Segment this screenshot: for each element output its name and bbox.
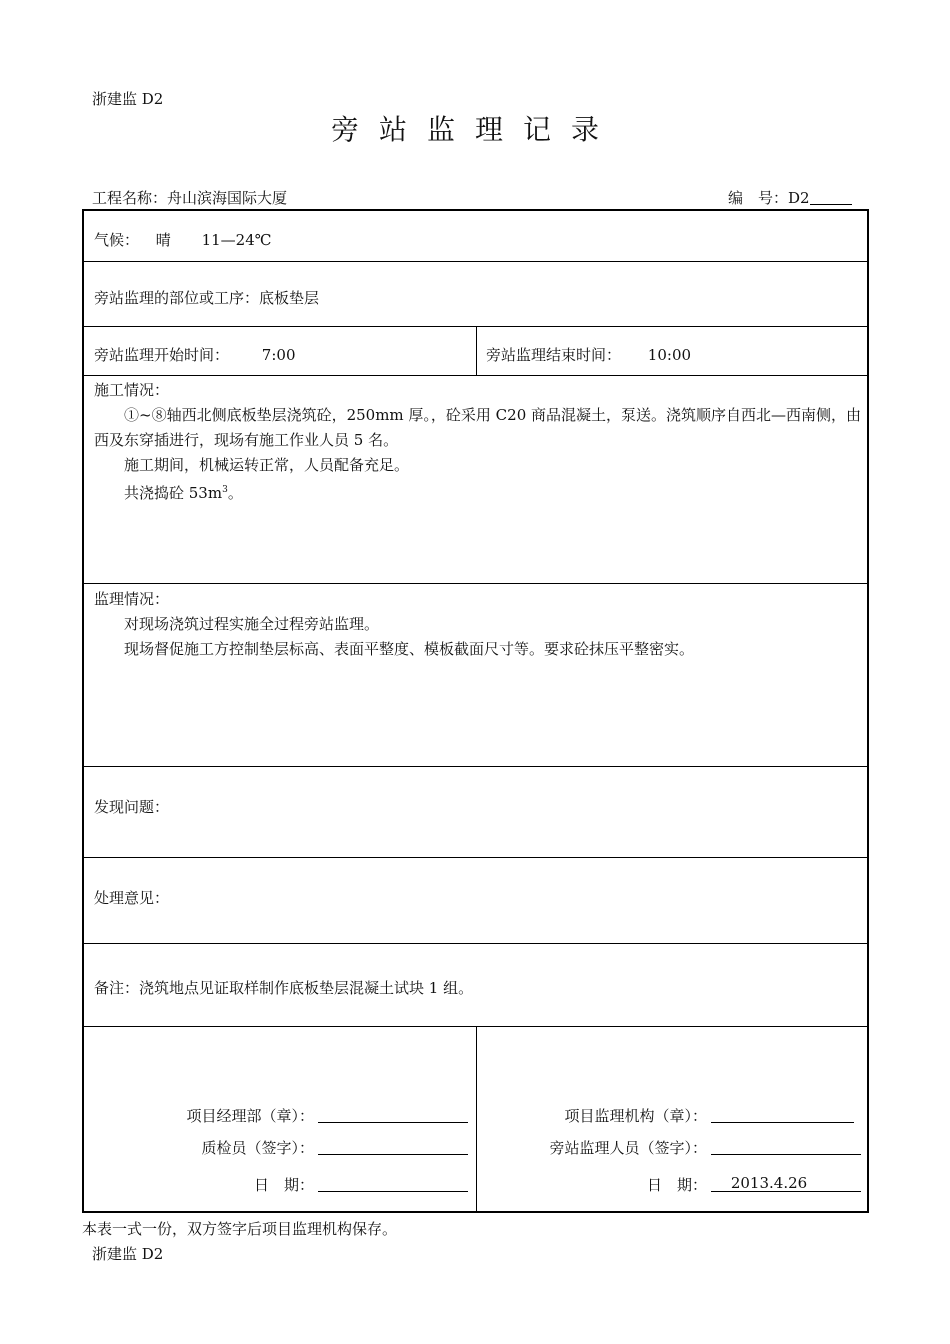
construction-volume: 共浇捣砼 53m — [124, 484, 223, 502]
pm-dept-seal-label: 项目经理部（章）： — [186, 1107, 314, 1125]
supervision-org-seal-line[interactable] — [711, 1104, 854, 1123]
divider — [84, 583, 867, 584]
right-date-value: 2013.4.26 — [730, 1174, 808, 1192]
pm-dept-seal-line[interactable] — [318, 1104, 468, 1123]
construction-para-3 — [94, 478, 864, 506]
construction-volume-suffix: 。 — [227, 484, 243, 502]
issues-label: 发现问题： — [94, 798, 170, 816]
project-name-label: 工程名称： — [92, 189, 168, 207]
inspector-signature-line[interactable] — [318, 1136, 468, 1155]
supervisor-signature-line[interactable] — [711, 1136, 861, 1155]
remarks-label: 备注： — [94, 979, 140, 997]
supervision-para-2: 现场督促施工方控制垫层标高、表面平整度、模板截面尺寸等。要求砼抹压平整密实。 — [124, 640, 695, 658]
volume-superscript: 3 — [222, 485, 228, 495]
form-code-bottom: 浙建监 D2 — [92, 1245, 164, 1263]
opinion-label: 处理意见： — [94, 889, 170, 907]
divider — [84, 857, 867, 858]
project-name-value: 舟山滨海国际大厦 — [167, 189, 288, 207]
location-row — [94, 287, 319, 308]
construction-label: 施工情况： — [94, 381, 170, 399]
start-time-value: 7:00 — [261, 346, 296, 364]
supervision-org-seal-label: 项目监理机构（章）： — [564, 1107, 707, 1125]
footer-note: 本表一式一份，双方签字后项目监理机构保存。 — [82, 1220, 398, 1238]
page-title: 旁站监理记录 — [330, 113, 619, 146]
inspector-signature-label: 质检员（签字）： — [201, 1139, 314, 1157]
weather-temperature: 11—24℃ — [201, 231, 272, 249]
location-value: 底板垫层 — [259, 289, 320, 307]
divider — [84, 261, 867, 262]
weather-label: 气候： — [94, 231, 140, 249]
remarks-value: 浇筑地点见证取样制作底板垫层混凝土试块 1 组。 — [139, 979, 474, 997]
divider — [84, 766, 867, 767]
weather-row — [94, 229, 272, 250]
supervision-para-1: 对现场浇筑过程实施全过程旁站监理。 — [124, 615, 380, 633]
divider — [84, 375, 867, 376]
serial-blank-line — [810, 188, 852, 205]
construction-para-1: ①~⑧轴西北侧底板垫层浇筑砼，250mm 厚。，砼采用 C20 商品混凝土，泵送。浇筑顺序自西北—西南侧，由西及东穿插进行，现场有施工作业人员 5 名。 — [94, 406, 862, 449]
left-date-label: 日 期： — [253, 1176, 314, 1194]
divider — [84, 943, 867, 944]
start-time-label: 旁站监理开始时间： — [94, 346, 230, 364]
supervisor-signature-label: 旁站监理人员（签字）： — [549, 1139, 707, 1157]
construction-section — [94, 378, 864, 506]
supervision-section — [94, 587, 864, 662]
right-date-label: 日 期： — [646, 1176, 707, 1194]
location-label: 旁站监理的部位或工序： — [94, 289, 260, 307]
left-date-line[interactable] — [318, 1173, 468, 1192]
start-time-row — [94, 344, 295, 365]
remarks-row — [94, 977, 473, 998]
record-table — [82, 209, 869, 1213]
weather-condition: 晴 — [155, 231, 171, 249]
construction-para-2: 施工期间，机械运转正常，人员配备充足。 — [124, 456, 410, 474]
end-time-label: 旁站监理结束时间： — [486, 346, 622, 364]
supervision-label: 监理情况： — [94, 590, 170, 608]
end-time-row — [486, 344, 691, 365]
end-time-value: 10:00 — [647, 346, 692, 364]
serial-value: D2 — [788, 189, 810, 207]
project-name — [92, 187, 287, 208]
form-code-top: 浙建监 D2 — [92, 90, 164, 108]
serial-number — [728, 187, 852, 208]
divider — [476, 326, 477, 376]
divider — [476, 1026, 477, 1213]
serial-label: 编 号： — [728, 189, 789, 207]
